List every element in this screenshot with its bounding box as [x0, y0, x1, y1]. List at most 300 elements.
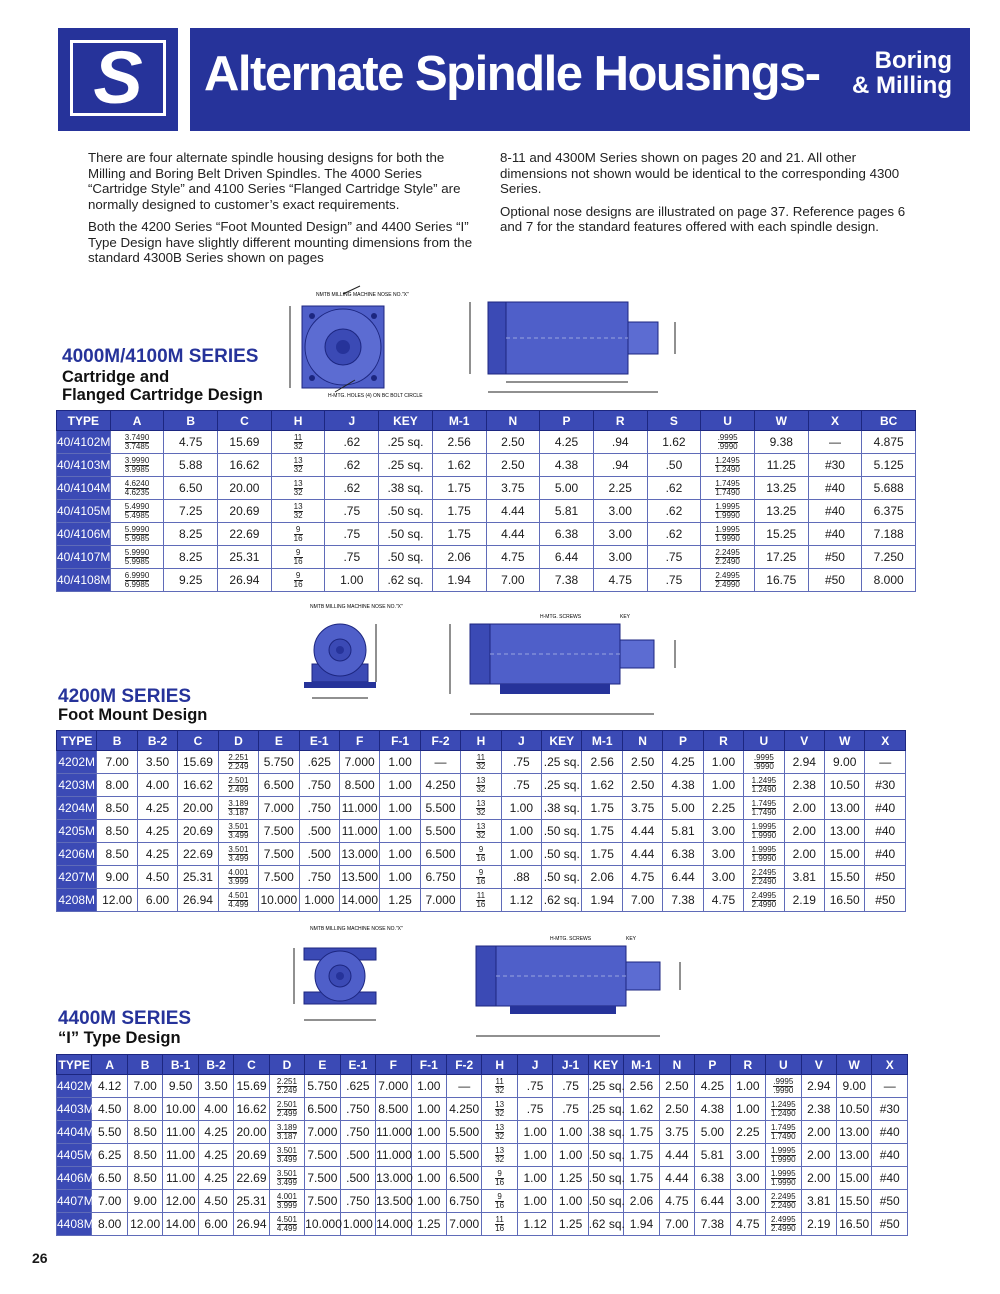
table-cell: .625 [340, 1075, 375, 1098]
fraction-value [752, 892, 776, 909]
table-cell: 4.75 [593, 569, 647, 592]
table-cell: 2.06 [624, 1190, 659, 1213]
column-header: TYPE [57, 731, 97, 751]
column-header: B-2 [198, 1055, 233, 1075]
column-header: C [178, 731, 218, 751]
table-cell: 15.69 [234, 1075, 269, 1098]
table-cell: 7.000 [339, 751, 379, 774]
table-row [57, 774, 906, 797]
table-cell [701, 431, 755, 454]
table-cell: 14.00 [163, 1213, 198, 1236]
series-3-subtitle: “I” Type Design [58, 1029, 181, 1047]
table-cell [269, 1144, 304, 1167]
table-cell: 4.75 [164, 431, 218, 454]
table-cell: .625 [299, 751, 339, 774]
table-cell [461, 820, 501, 843]
table-cell: .75 [553, 1075, 588, 1098]
table-cell: 6.44 [540, 546, 594, 569]
column-header: C [234, 1055, 269, 1075]
logo-letter: S [70, 40, 166, 116]
table-cell: 7.00 [92, 1190, 127, 1213]
fraction-value [718, 434, 738, 451]
fraction-bottom: 32 [476, 830, 486, 840]
table-cell: 1.12 [517, 1213, 552, 1236]
column-header: B [127, 1055, 162, 1075]
fraction-top: 13 [476, 798, 486, 808]
table-cell: 1.12 [501, 889, 541, 912]
table-cell: .50 sq. [379, 546, 433, 569]
table-cell: 7.000 [446, 1213, 481, 1236]
subtitle-line-1: Boring [874, 47, 952, 74]
fraction-top: 4.501 [276, 1214, 297, 1224]
table-cell: 7.250 [862, 546, 916, 569]
fraction-bottom: 2.2490 [751, 876, 777, 886]
table-cell [110, 431, 164, 454]
table-cell: 3.00 [593, 500, 647, 523]
fraction-bottom: 32 [293, 510, 303, 520]
fraction-value [715, 480, 739, 497]
table-cell: .25 sq. [588, 1075, 623, 1098]
column-header: F-2 [420, 731, 460, 751]
table-cell: 1.00 [411, 1144, 446, 1167]
table-row [57, 431, 916, 454]
table-cell: 1.75 [624, 1144, 659, 1167]
table-cell: 7.25 [164, 500, 218, 523]
table-row [57, 523, 916, 546]
table-cell [110, 546, 164, 569]
table-cell: 2.56 [432, 431, 486, 454]
table-row [57, 1190, 908, 1213]
table-cell: 4.25 [137, 820, 177, 843]
table-cell: 4.50 [137, 866, 177, 889]
fraction-top: 2.4995 [771, 1214, 796, 1224]
table-cell: 2.50 [659, 1075, 694, 1098]
fraction-value [715, 457, 739, 474]
table-cell: 4.50 [92, 1098, 127, 1121]
fraction-value [476, 777, 485, 794]
fraction-bottom: 32 [495, 1108, 505, 1118]
title-bar [190, 28, 970, 131]
table-cell: 6.500 [420, 843, 460, 866]
table-cell: 1.62 [582, 774, 622, 797]
table-cell: .38 sq. [379, 477, 433, 500]
intro-column-right [500, 150, 910, 242]
fraction-top: 9 [294, 572, 303, 581]
table-cell: 9.00 [836, 1075, 871, 1098]
table-cell: .750 [340, 1098, 375, 1121]
table-cell: 2.50 [622, 751, 662, 774]
table-cell: 10.000 [259, 889, 299, 912]
table-cell: 5.500 [446, 1144, 481, 1167]
table-cell: 8.50 [127, 1167, 162, 1190]
fraction-top: 13 [495, 1122, 505, 1132]
fraction-bottom: 3.499 [276, 1177, 297, 1187]
column-header: E-1 [299, 731, 339, 751]
table-cell: 2.38 [784, 774, 824, 797]
table-cell: 15.25 [754, 523, 808, 546]
fraction-bottom: 16 [476, 899, 486, 909]
table-cell: .75 [325, 523, 379, 546]
page-subtitle [852, 48, 952, 98]
table-cell: 1.00 [517, 1144, 552, 1167]
table-cell: 12.00 [127, 1213, 162, 1236]
table-cell: 3.00 [730, 1144, 765, 1167]
table-cell: .50 sq. [379, 500, 433, 523]
table-cell: 2.50 [486, 431, 540, 454]
table-cell: 13.00 [836, 1121, 871, 1144]
column-header: A [92, 1055, 127, 1075]
table-cell [701, 477, 755, 500]
fraction-top: 2.251 [276, 1076, 297, 1086]
table-cell: 1.25 [380, 889, 420, 912]
table-cell: 2.25 [703, 797, 743, 820]
table-cell: 4.250 [420, 774, 460, 797]
table-row [57, 1213, 908, 1236]
table-cell: — [420, 751, 460, 774]
table-cell: 3.50 [198, 1075, 233, 1098]
series-1-table [56, 410, 916, 592]
table-cell: 2.56 [582, 751, 622, 774]
fraction-top: 6.9990 [124, 570, 150, 580]
table-cell: 4.25 [137, 797, 177, 820]
table-cell [766, 1098, 801, 1121]
table-cell: 4.25 [695, 1075, 730, 1098]
table-cell: 7.500 [259, 866, 299, 889]
series-3-header-row [57, 1055, 908, 1075]
table-cell: 2.94 [801, 1075, 836, 1098]
table-cell: .62 sq. [379, 569, 433, 592]
cartridge-end-view-drawing [280, 284, 423, 402]
fraction-top: 2.2495 [771, 1191, 796, 1201]
foot-mount-end-view-drawing [290, 600, 403, 708]
table-cell: .75 [517, 1098, 552, 1121]
table-cell [110, 477, 164, 500]
column-header: KEY [542, 731, 582, 751]
table-cell: 25.31 [234, 1190, 269, 1213]
fraction-value [476, 846, 485, 863]
table-cell: .75 [325, 500, 379, 523]
fraction-value [476, 754, 485, 771]
fraction-top: 11 [476, 752, 486, 762]
fraction-bottom: 5.9985 [124, 556, 150, 566]
table-cell: .750 [299, 797, 339, 820]
table-cell: 1.94 [624, 1213, 659, 1236]
fraction-top: 11 [476, 890, 486, 900]
table-cell: 8.50 [97, 820, 137, 843]
table-cell [271, 431, 325, 454]
fraction-top: 1.2495 [771, 1099, 796, 1109]
fraction-value [752, 869, 776, 886]
table-cell: 4.44 [622, 843, 662, 866]
table-cell: 5.00 [695, 1121, 730, 1144]
s3-key-note: KEY [626, 936, 637, 942]
fraction-top: 3.189 [228, 798, 249, 808]
table-cell [218, 797, 258, 820]
table-cell: 22.69 [218, 523, 272, 546]
fraction-top: 1.7495 [751, 798, 777, 808]
table-cell [744, 797, 784, 820]
fraction-bottom: 1.7490 [771, 1131, 796, 1141]
fraction-bottom: 2.4990 [751, 899, 777, 909]
table-cell: 4.75 [703, 889, 743, 912]
table-cell: 1.00 [411, 1121, 446, 1144]
row-type: 4202M [57, 751, 97, 774]
table-cell: 7.500 [305, 1190, 340, 1213]
row-type: 4204M [57, 797, 97, 820]
table-cell: 7.00 [659, 1213, 694, 1236]
fraction-bottom: 16 [476, 853, 486, 863]
column-header: X [808, 411, 862, 431]
fraction-value [125, 503, 149, 520]
fraction-bottom: 4.499 [276, 1223, 297, 1233]
table-cell: .25 sq. [379, 431, 433, 454]
table-cell: 2.19 [784, 889, 824, 912]
row-type: 4206M [57, 843, 97, 866]
table-cell: 1.25 [553, 1167, 588, 1190]
fraction-top: 3.501 [228, 844, 249, 854]
table-cell: 3.00 [703, 843, 743, 866]
table-cell [744, 889, 784, 912]
table-cell: 1.00 [411, 1098, 446, 1121]
table-cell: 2.19 [801, 1213, 836, 1236]
table-cell: 4.44 [659, 1144, 694, 1167]
table-cell: 15.69 [178, 751, 218, 774]
table-cell: .62 [325, 454, 379, 477]
table-cell: .750 [299, 866, 339, 889]
fraction-value [294, 572, 303, 589]
table-cell: #40 [872, 1144, 908, 1167]
fraction-value [495, 1078, 504, 1095]
fraction-value [228, 800, 248, 817]
table-cell: 1.62 [624, 1098, 659, 1121]
table-cell: .75 [647, 569, 701, 592]
column-header: BC [862, 411, 916, 431]
fraction-value [771, 1147, 795, 1164]
table-cell: 6.750 [446, 1190, 481, 1213]
s2-key-note: KEY [620, 614, 631, 620]
table-cell: 16.62 [178, 774, 218, 797]
table-row [57, 500, 916, 523]
table-cell: 3.75 [622, 797, 662, 820]
column-header: X [865, 731, 906, 751]
table-cell: 3.50 [137, 751, 177, 774]
column-header: KEY [588, 1055, 623, 1075]
table-cell [766, 1190, 801, 1213]
table-cell: 6.38 [540, 523, 594, 546]
row-type: 40/4104M [57, 477, 111, 500]
fraction-value [125, 480, 149, 497]
table-cell: 2.25 [730, 1121, 765, 1144]
column-header: B-2 [137, 731, 177, 751]
table-cell [482, 1075, 517, 1098]
fraction-top: 2.4995 [751, 890, 777, 900]
fraction-top: 13 [293, 455, 303, 465]
table-cell: 1.62 [647, 431, 701, 454]
column-header: N [486, 411, 540, 431]
table-cell: 16.62 [218, 454, 272, 477]
table-cell: 11.25 [754, 454, 808, 477]
fraction-value [495, 1101, 504, 1118]
table-cell: 1.00 [325, 569, 379, 592]
table-cell: 11.00 [163, 1121, 198, 1144]
table-cell: 13.00 [825, 797, 865, 820]
fraction-bottom: 2.2490 [715, 556, 740, 566]
table-cell: 7.188 [862, 523, 916, 546]
fraction-bottom: 32 [495, 1154, 505, 1164]
fraction-value [771, 1216, 795, 1233]
fraction-top: 9 [294, 526, 303, 535]
table-cell: 3.00 [593, 546, 647, 569]
fraction-bottom: 16 [293, 556, 303, 566]
fraction-value [277, 1078, 297, 1095]
fraction-value [294, 503, 303, 520]
fraction-top: 4.501 [228, 890, 249, 900]
fraction-top: 5.4990 [124, 501, 150, 511]
fraction-top: 3.501 [276, 1145, 297, 1155]
fraction-top: 1.9995 [771, 1168, 796, 1178]
table-cell: 6.50 [164, 477, 218, 500]
table-cell: 1.75 [432, 477, 486, 500]
table-cell: 1.00 [501, 820, 541, 843]
fraction-top: 1.9995 [751, 844, 777, 854]
fraction-bottom: 16 [293, 533, 303, 543]
fraction-value [125, 526, 149, 543]
table-cell [766, 1167, 801, 1190]
table-cell: 12.00 [163, 1190, 198, 1213]
table-cell: 1.00 [380, 866, 420, 889]
table-cell [110, 454, 164, 477]
fraction-value [752, 777, 776, 794]
table-cell [766, 1213, 801, 1236]
table-row [57, 569, 916, 592]
fraction-bottom: 32 [293, 441, 303, 451]
column-header: M-1 [624, 1055, 659, 1075]
table-cell: .75 [501, 751, 541, 774]
fraction-value [771, 1170, 795, 1187]
table-cell: .50 sq. [379, 523, 433, 546]
table-cell: 5.125 [862, 454, 916, 477]
row-type: 40/4105M [57, 500, 111, 523]
table-row [57, 751, 906, 774]
table-cell: 2.50 [486, 454, 540, 477]
fraction-bottom: 1.9990 [771, 1154, 796, 1164]
table-cell: 13.000 [376, 1167, 411, 1190]
table-cell [482, 1167, 517, 1190]
table-cell: 13.500 [339, 866, 379, 889]
fraction-value [771, 1101, 795, 1118]
table-cell: 4.25 [198, 1167, 233, 1190]
table-cell: 4.25 [663, 751, 703, 774]
table-cell: 1.00 [553, 1121, 588, 1144]
table-cell: 4.25 [540, 431, 594, 454]
fraction-top: 2.2495 [715, 547, 740, 557]
row-type: 4208M [57, 889, 97, 912]
table-cell: .50 sq. [588, 1167, 623, 1190]
table-cell: .750 [299, 774, 339, 797]
s1-nose-note: NMTB MILLING MACHINE NOSE NO."X" [316, 292, 409, 298]
table-cell: .25 sq. [588, 1098, 623, 1121]
table-cell: #50 [808, 569, 862, 592]
table-cell: 1.00 [380, 797, 420, 820]
fraction-bottom: 16 [495, 1177, 505, 1187]
column-header: C [218, 411, 272, 431]
table-cell: .50 sq. [542, 820, 582, 843]
fraction-bottom: 16 [476, 876, 486, 886]
table-cell: 8.50 [127, 1121, 162, 1144]
table-cell: 5.00 [663, 797, 703, 820]
table-row [57, 546, 916, 569]
table-cell: #50 [865, 866, 906, 889]
fraction-top: 9 [495, 1170, 504, 1179]
table-cell: 6.44 [663, 866, 703, 889]
column-header: M-1 [582, 731, 622, 751]
table-cell: 1.000 [299, 889, 339, 912]
table-cell: 1.000 [340, 1213, 375, 1236]
table-cell: 4.44 [486, 523, 540, 546]
fraction-top: 1.9995 [771, 1145, 796, 1155]
series-1-subtitle-line-1: Cartridge and [62, 368, 170, 386]
row-type: 40/4103M [57, 454, 111, 477]
fraction-value [277, 1124, 297, 1141]
table-cell: 6.500 [259, 774, 299, 797]
table-cell: 7.000 [305, 1121, 340, 1144]
table-cell [271, 500, 325, 523]
fraction-value [228, 777, 248, 794]
intro-paragraph-3: 8-11 and 4300M Series shown on pages 20 and 21. All other dimensions not shown would be identical to the corresponding 4300 Series. [500, 150, 900, 196]
fraction-value [476, 892, 485, 909]
table-cell: 2.00 [784, 797, 824, 820]
table-cell: 1.75 [582, 820, 622, 843]
table-cell: 7.00 [486, 569, 540, 592]
table-cell: 10.50 [836, 1098, 871, 1121]
fraction-value [294, 457, 303, 474]
table-cell: 5.750 [305, 1075, 340, 1098]
table-row [57, 820, 906, 843]
table-cell: .75 [553, 1098, 588, 1121]
table-cell: .62 [325, 477, 379, 500]
table-cell: .62 [647, 500, 701, 523]
column-header: E-1 [340, 1055, 375, 1075]
column-header: J [325, 411, 379, 431]
table-cell [744, 751, 784, 774]
table-cell: 26.94 [234, 1213, 269, 1236]
table-cell [701, 569, 755, 592]
table-cell: — [808, 431, 862, 454]
fraction-top: 1.7495 [715, 478, 740, 488]
table-cell: 25.31 [178, 866, 218, 889]
table-cell: 4.44 [622, 820, 662, 843]
fraction-bottom: .9990 [773, 1085, 794, 1095]
table-cell: .50 sq. [542, 843, 582, 866]
table-cell: 6.750 [420, 866, 460, 889]
series-2-body [57, 751, 906, 912]
table-row [57, 1144, 908, 1167]
table-cell: 15.50 [825, 866, 865, 889]
table-cell: 9.25 [164, 569, 218, 592]
table-cell: 1.75 [582, 797, 622, 820]
fraction-top: 2.251 [228, 752, 249, 762]
table-cell: 7.500 [305, 1167, 340, 1190]
table-cell: #40 [808, 477, 862, 500]
table-cell: 1.00 [553, 1190, 588, 1213]
table-cell: 1.25 [553, 1213, 588, 1236]
intro-paragraph-1: There are four alternate spindle housing designs for both the Milling and Boring Belt Driven Spindles. The 4000 Series “Cartridge Style” and 4100 Series “Flanged Cartridge Style” are normally designed to customer’s exact requirements. [88, 150, 461, 212]
table-cell: 4.75 [486, 546, 540, 569]
fraction-bottom: 3.499 [228, 830, 249, 840]
table-cell [269, 1098, 304, 1121]
table-cell: #50 [872, 1213, 908, 1236]
table-cell: 7.00 [127, 1075, 162, 1098]
